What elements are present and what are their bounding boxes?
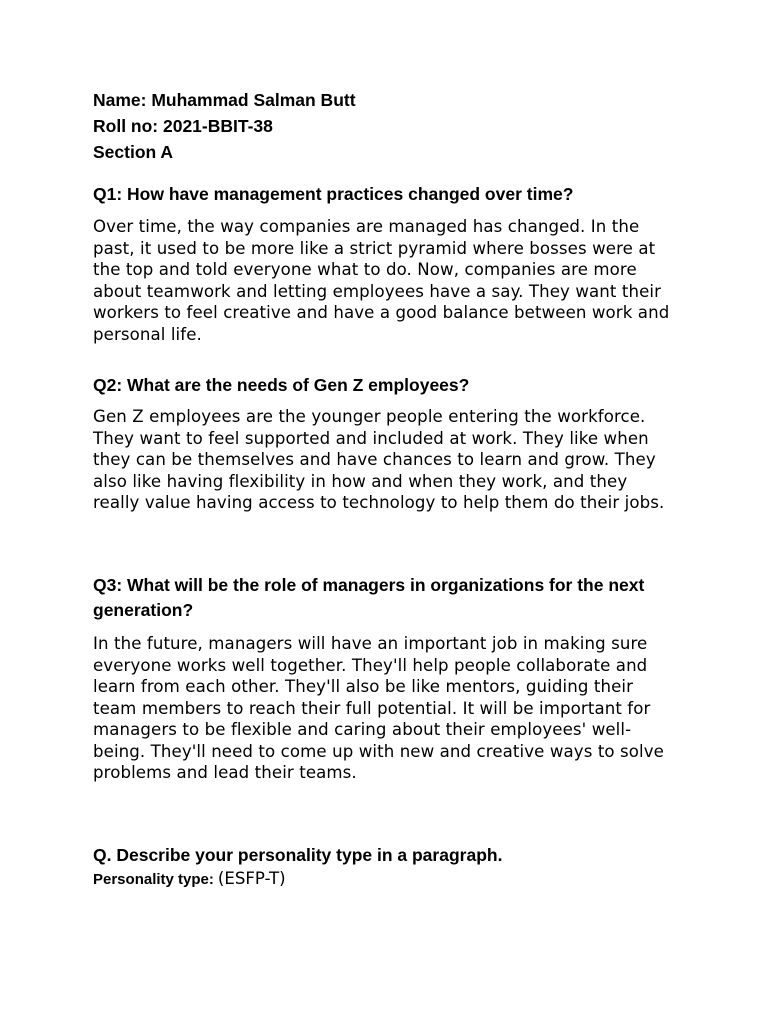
personality-type-value: (ESFP-T) [217, 869, 286, 888]
question-3: Q3: What will be the role of managers in organizations for the next generation? [93, 575, 645, 620]
roll-number: Roll no: 2021-BBIT-38 [93, 116, 273, 136]
question-1: Q1: How have management practices changed over time? [93, 184, 574, 204]
personality-type [93, 869, 286, 889]
answer-1: Over time, the way companies are managed has changed. In the past, it used to be more like a strict pyramid where bosses were at the top and told everyone what to do. Now, companies are more about teamwork and letting employees have a say. They want their workers to feel creative and have a good balance between work and personal life. [93, 217, 670, 344]
question-4: Q. Describe your personality type in a paragraph. [93, 845, 503, 865]
student-name: Name: Muhammad Salman Butt [93, 90, 356, 110]
question-2: Q2: What are the needs of Gen Z employees? [93, 375, 470, 395]
personality-type-label: Personality type: [93, 871, 214, 888]
section: Section A [93, 142, 174, 162]
answer-3: In the future, managers will have an important job in making sure everyone works well together. They'll help people collaborate and learn from each other. They'll also be like mentors, guiding their team members to reach their full potential. It will be important for managers to be flexible and caring about their employees' well-being. They'll need to come up with new and creative ways to solve problems and lead their teams. [93, 634, 664, 782]
answer-2: Gen Z employees are the younger people entering the workforce. They want to feel supported and included at work. They like when they can be themselves and have chances to learn and grow. They also like having flexibility in how and when they work, and they really value having access to technology to help them do their jobs. [93, 407, 665, 512]
